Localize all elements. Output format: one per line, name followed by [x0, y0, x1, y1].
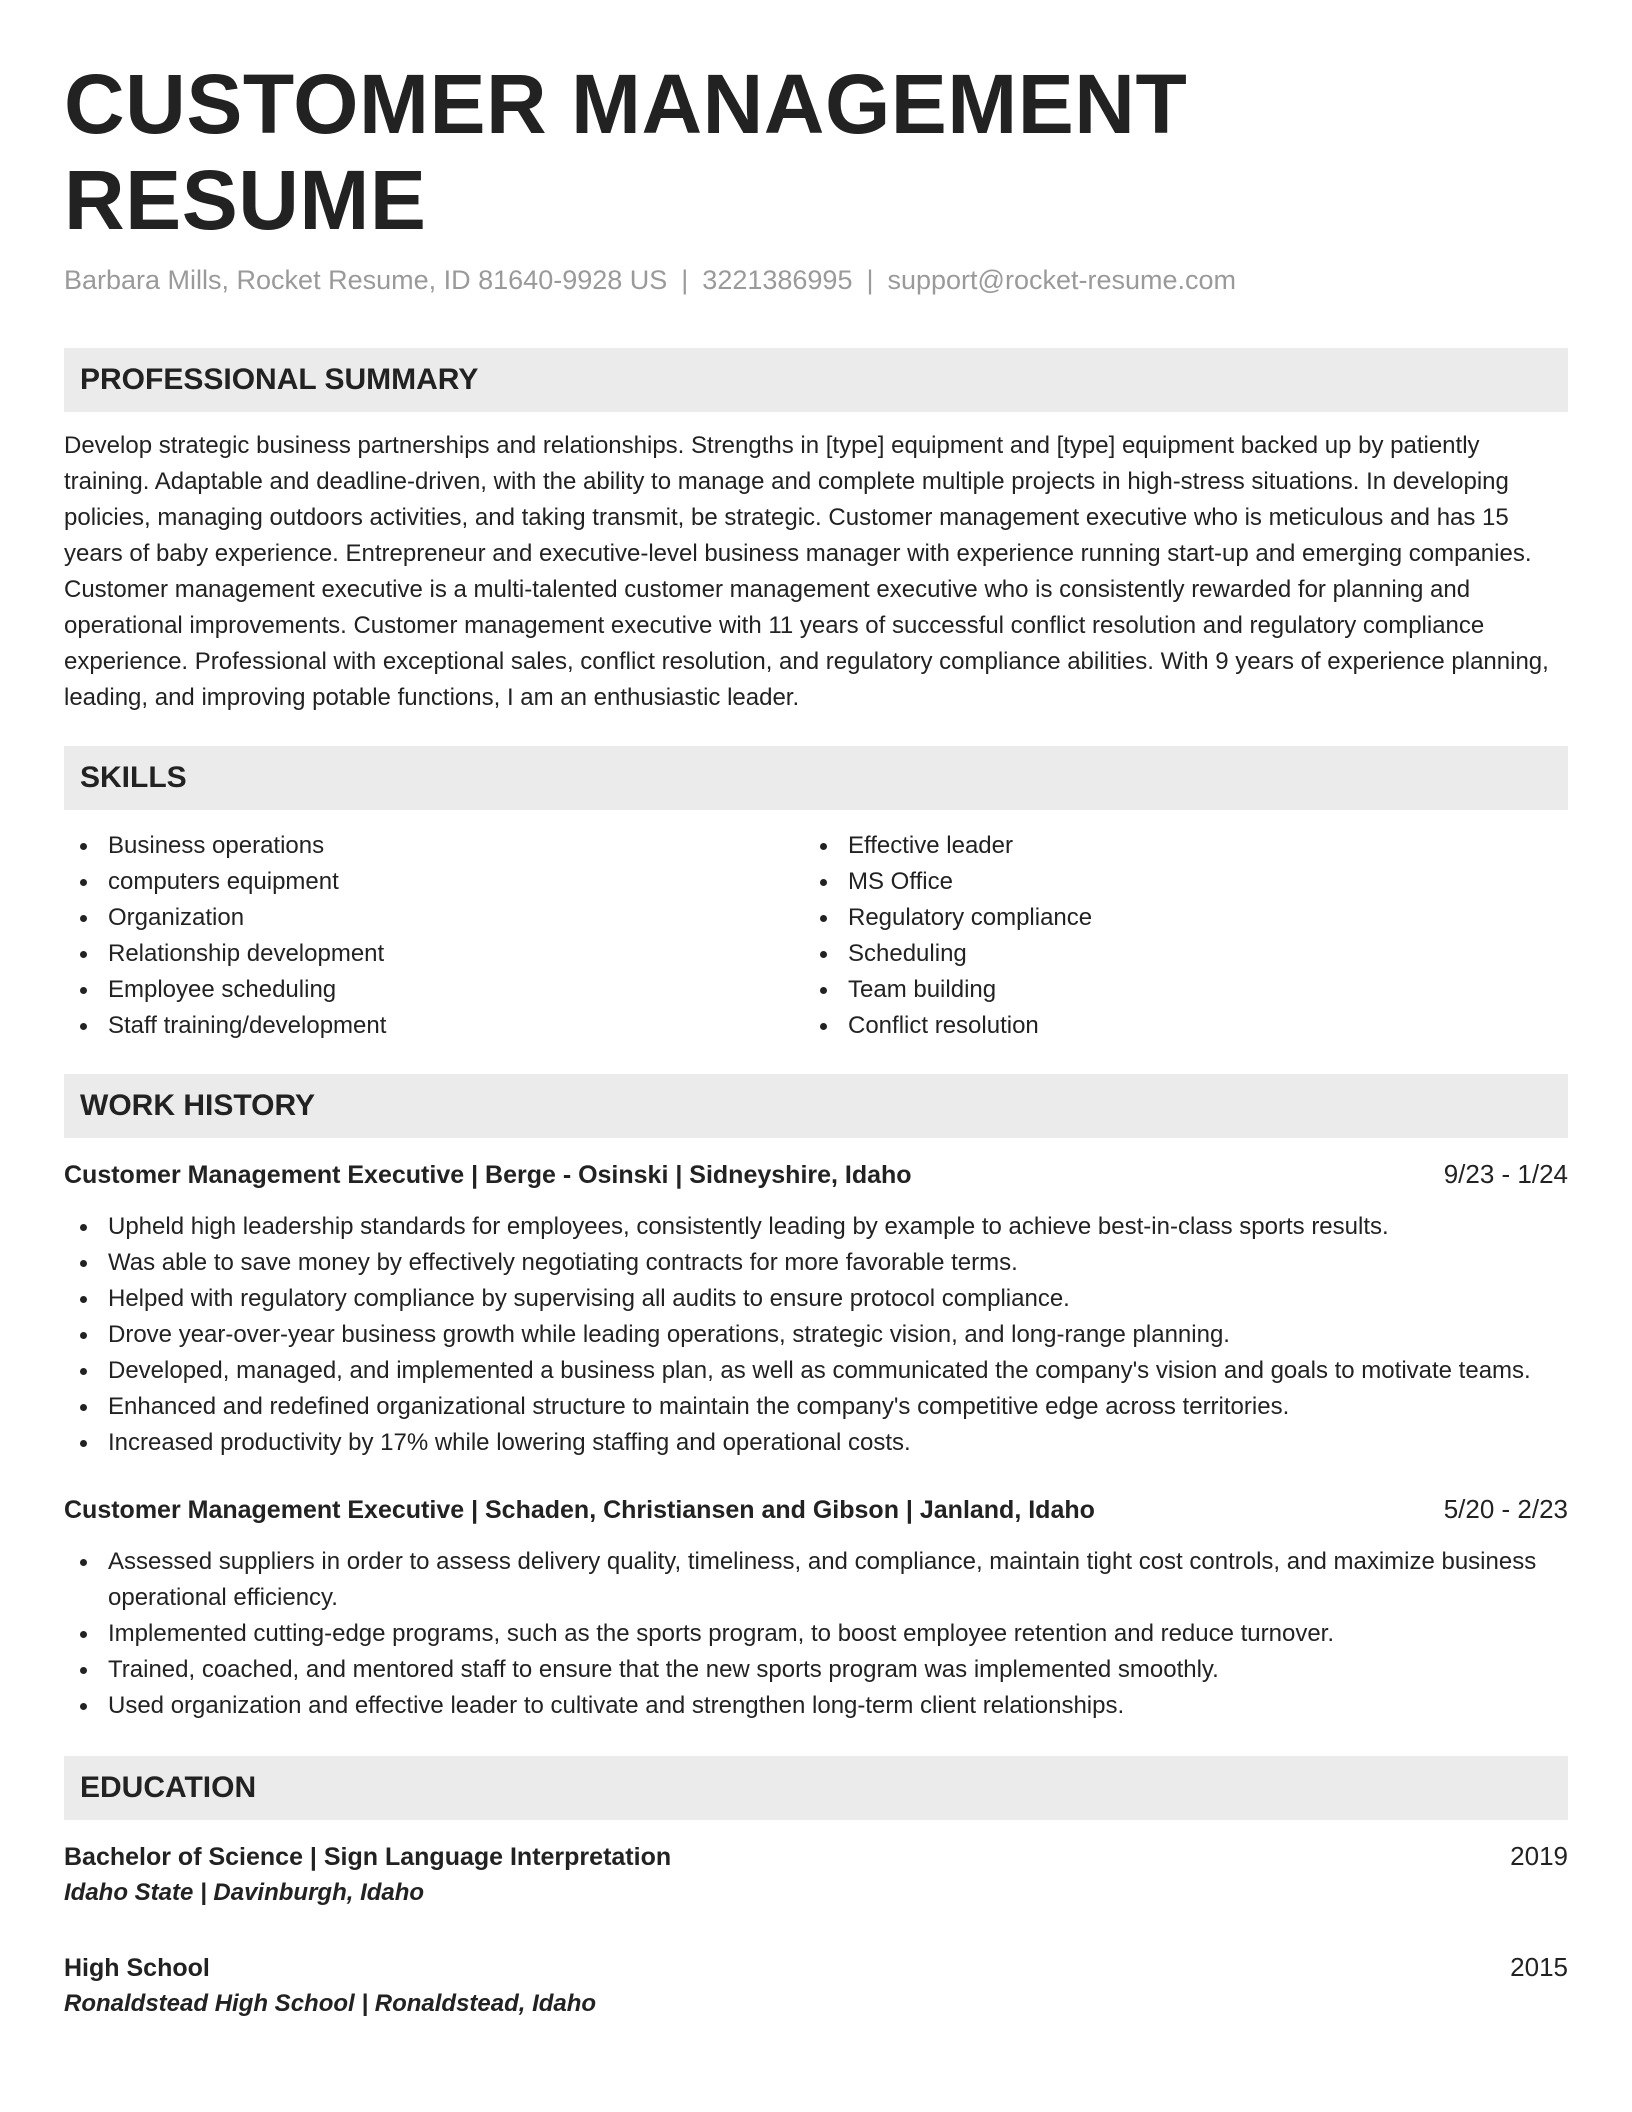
- job-entry: [64, 1491, 1568, 1724]
- job-bullet: Used organization and effective leader to cultivate and strengthen long-term client relationships.: [64, 1688, 1568, 1724]
- skills-right-list: [804, 828, 1544, 1044]
- contact-separator: |: [681, 265, 689, 295]
- education-school: Ronaldstead High School | Ronaldstead, Idaho: [64, 1990, 597, 2017]
- education-school: Idaho State | Davinburgh, Idaho: [64, 1879, 425, 1906]
- job-header: [64, 1491, 1568, 1528]
- job-bullet: Trained, coached, and mentored staff to ensure that the new sports program was implemented smoothly.: [64, 1652, 1568, 1688]
- skill-item: Relationship development: [64, 936, 804, 972]
- job-title: Customer Management Executive | Berge - Osinski | Sidneyshire, Idaho: [64, 1161, 912, 1189]
- job-bullet: Assessed suppliers in order to assess delivery quality, timeliness, and compliance, maintain tight cost controls, and maximize business operational efficiency.: [64, 1544, 1568, 1616]
- skills-heading: SKILLS: [64, 746, 1568, 810]
- job-bullets: [64, 1544, 1568, 1724]
- job-bullets: [64, 1209, 1568, 1461]
- resume-title: CUSTOMER MANAGEMENT RESUME: [64, 57, 1188, 247]
- education-entry: [64, 1838, 1568, 1911]
- skill-item: Regulatory compliance: [804, 900, 1544, 936]
- job-title: Customer Management Executive | Schaden, Christiansen and Gibson | Janland, Idaho: [64, 1496, 1095, 1524]
- job-entry: [64, 1156, 1568, 1461]
- job-bullet: Helped with regulatory compliance by supervising all audits to ensure protocol compliance.: [64, 1281, 1568, 1317]
- job-bullet: Enhanced and redefined organizational structure to maintain the company's competitive edge across territories.: [64, 1389, 1568, 1425]
- education-header: [64, 1949, 1568, 1986]
- summary-text: Develop strategic business partnerships and relationships. Strengths in [type] equipment and [type] equipment backed up by patiently training. Adaptable and deadline-driven, with the ability to manage and complete multiple projects in high-stress situations. In developing policies, managing outdoors activities, and taking transmit, be strategic. Customer management executive who is meticulous and has 15 years of baby experience. Entrepreneur and executive-level business manager with experience running start-up and emerging companies. Customer management executive is a multi-talented customer management executive who is consistently rewarded for planning and operational improvements. Customer management executive with 11 years of successful conflict resolution and regulatory compliance experience. Professional with exceptional sales, conflict resolution, and regulatory compliance abilities. With 9 years of experience planning, leading, and improving potable functions, I am an enthusiastic leader.: [64, 432, 1549, 711]
- job-bullet: Upheld high leadership standards for employees, consistently leading by example to achieve best-in-class sports results.: [64, 1209, 1568, 1245]
- education-header: [64, 1838, 1568, 1875]
- skill-item: MS Office: [804, 864, 1544, 900]
- skill-item: Team building: [804, 972, 1544, 1008]
- skill-item: Organization: [64, 900, 804, 936]
- education-year: 2015: [1510, 1952, 1568, 1982]
- education-degree: Bachelor of Science | Sign Language Interpretation: [64, 1843, 672, 1871]
- education-entry: [64, 1949, 1568, 2022]
- contact-address: Barbara Mills, Rocket Resume, ID 81640-9928 US: [64, 265, 668, 295]
- education-heading: EDUCATION: [64, 1756, 1568, 1820]
- job-header: [64, 1156, 1568, 1193]
- contact-email: support@rocket-resume.com: [887, 265, 1237, 295]
- skill-item: Staff training/development: [64, 1008, 804, 1044]
- education-year: 2019: [1510, 1841, 1568, 1871]
- job-bullet: Was able to save money by effectively negotiating contracts for more favorable terms.: [64, 1245, 1568, 1281]
- job-bullet: Implemented cutting-edge programs, such as the sports program, to boost employee retention and reduce turnover.: [64, 1616, 1568, 1652]
- skills-columns: [64, 828, 1568, 1044]
- job-dates: 5/20 - 2/23: [1443, 1494, 1568, 1524]
- skills-left-list: [64, 828, 804, 1044]
- skill-item: Business operations: [64, 828, 804, 864]
- job-bullet: Increased productivity by 17% while lowering staffing and operational costs.: [64, 1425, 1568, 1461]
- contact-phone: 3221386995: [702, 265, 853, 295]
- skill-item: Scheduling: [804, 936, 1544, 972]
- job-dates: 9/23 - 1/24: [1443, 1159, 1568, 1189]
- skill-item: Employee scheduling: [64, 972, 804, 1008]
- contact-line: [64, 262, 1568, 298]
- job-bullet: Drove year-over-year business growth while leading operations, strategic vision, and long-range planning.: [64, 1317, 1568, 1353]
- skill-item: Effective leader: [804, 828, 1544, 864]
- skill-item: computers equipment: [64, 864, 804, 900]
- job-bullet: Developed, managed, and implemented a business plan, as well as communicated the company's vision and goals to motivate teams.: [64, 1353, 1568, 1389]
- summary-heading: PROFESSIONAL SUMMARY: [64, 348, 1568, 412]
- education-degree: High School: [64, 1954, 210, 1982]
- contact-separator: |: [866, 265, 874, 295]
- skill-item: Conflict resolution: [804, 1008, 1544, 1044]
- work-history-heading: WORK HISTORY: [64, 1074, 1568, 1138]
